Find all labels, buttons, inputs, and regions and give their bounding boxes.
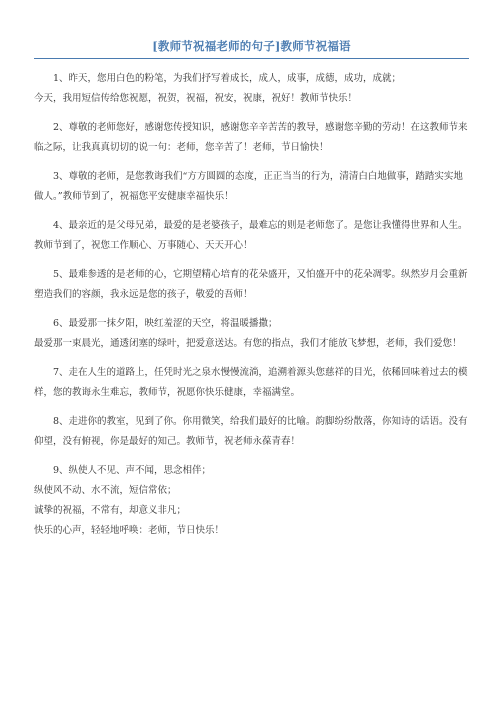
paragraph (34, 363, 469, 403)
paragraph-line: 4、最亲近的是父母兄弟，最爱的是老婆孩子，最难忘的则是老师您了。是您让我懂得世界和人生。教师节到了，祝您工作顺心、万事随心、天天开心！ (34, 220, 468, 251)
paragraph (34, 265, 469, 305)
document-body (34, 69, 469, 541)
paragraph (34, 167, 469, 207)
paragraph-line: 3、尊敬的老师，是您教诲我们“方方圆圆的态度，正正当当的行为，清清白白地做事，踏踏实实地做人。”教师节到了，祝福您平安健康幸福快乐！ (34, 171, 463, 202)
paragraph-line: 7、走在人生的道路上，任凭时光之泉水慢慢流淌，追溯着源头您慈祥的目光，依稀回味着过去的模样，您的教诲永生难忘，教师节，祝愿你快乐健康，幸福满堂。 (34, 367, 468, 398)
paragraph (34, 216, 469, 256)
paragraph-line: 9、纵使人不见、声不闻，思念相伴； (53, 465, 212, 476)
paragraph-line: 诚挚的祝福，不常有，却意义非凡； (34, 505, 187, 516)
paragraph (34, 118, 469, 158)
paragraph-line: 5、最难参透的是老师的心，它期望精心培育的花朵盛开，又怕盛开中的花朵凋零。纵然岁月会重新塑造我们的容颜，我永远是您的孩子，敬爱的吾师！ (34, 269, 468, 300)
paragraph-line: 8、走进你的教室，见到了你。你用微笑，给我们最好的比喻。韵脚纷纷散落，你知诗的话语。没有仰望，没有俯视，你是最好的知己。教师节，祝老师永葆青春！ (34, 416, 468, 447)
paragraph-line: 2、尊敬的老师您好，感谢您传授知识，感谢您辛辛苦苦的教导，感谢您辛勤的劳动！在这教师节来临之际，让我真真切切的说一句：老师，您辛苦了！老师，节日愉快！ (34, 122, 468, 153)
document-title: [教师节祝福老师的句子]教师节祝福语 (34, 38, 469, 59)
paragraph (34, 461, 469, 541)
paragraph (34, 412, 469, 452)
paragraph-line: 6、最爱那一抹夕阳，映红羞涩的天空，将温暖播撒； (53, 318, 278, 329)
paragraph-line: 最爱那一束晨光，通透闭塞的绿叶，把爱意送达。有您的指点，我们才能放飞梦想，老师，我们爱您！ (34, 338, 462, 349)
paragraph-line: 纵使风不动、水不流，短信常依； (34, 485, 177, 496)
paragraph-line: 快乐的心声，轻轻地呼唤：老师，节日快乐！ (34, 525, 225, 536)
paragraph-line: 1、昨天，您用白色的粉笔，为我们抒写着成长，成人，成事，成德，成功，成就； (53, 73, 402, 84)
paragraph (34, 69, 469, 109)
paragraph-line: 今天，我用短信传给您祝愿，祝贺，祝福，祝安，祝康，祝好！教师节快乐！ (34, 93, 358, 104)
paragraph (34, 314, 469, 354)
